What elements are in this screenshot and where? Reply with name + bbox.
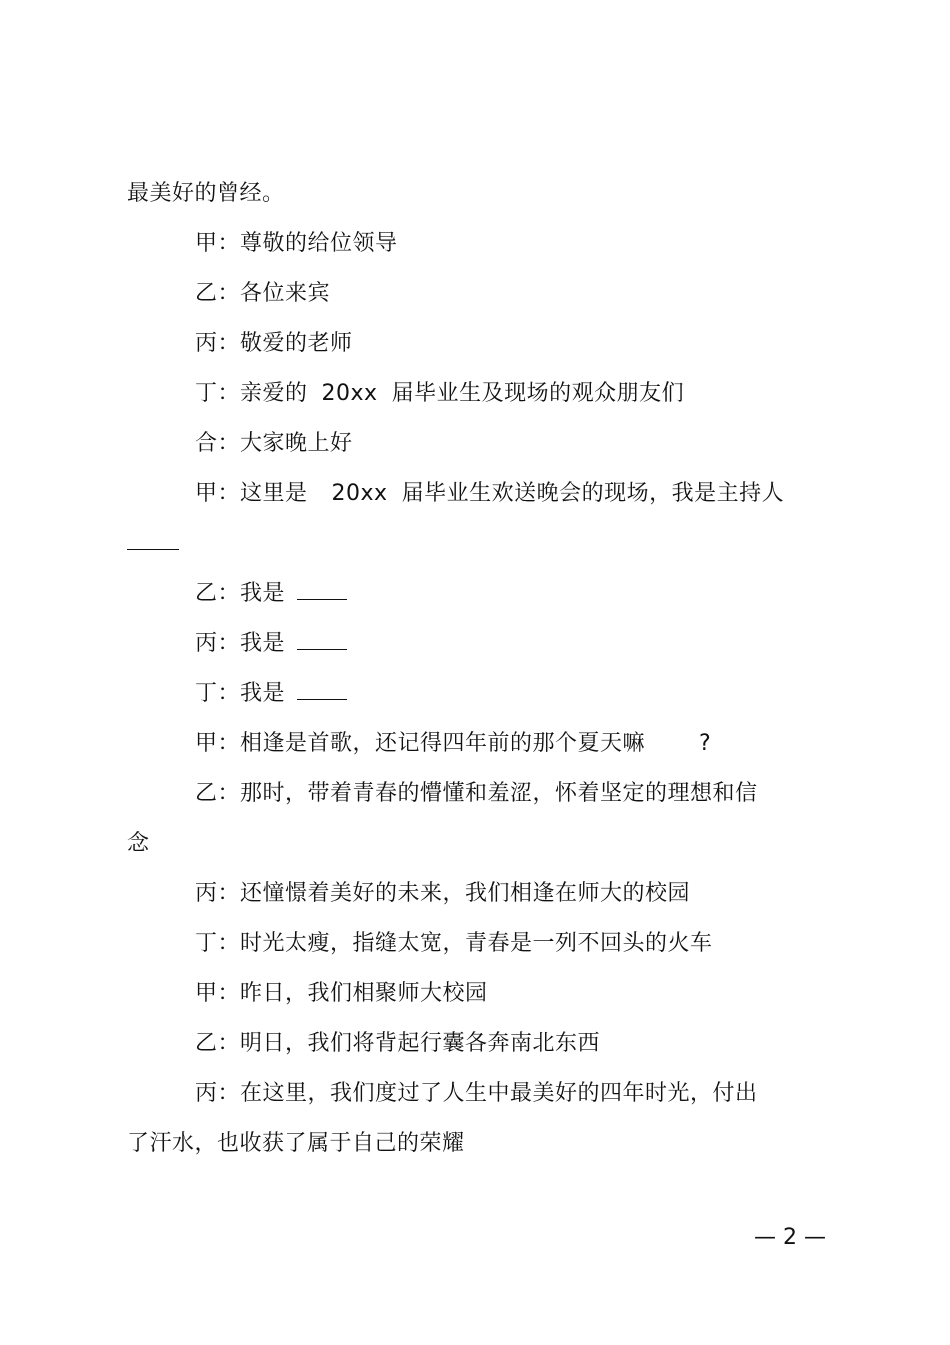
text-line: 乙：各位来宾 [195,281,331,306]
text-segment: 乙：我是 [195,581,286,606]
text-line [195,730,711,758]
text-segment: 丁：我是 [195,681,286,706]
text-segment: ? [699,731,712,756]
text-line: 丁：时光太瘦，指缝太宽，青春是一列不回头的火车 [195,931,713,956]
text-line [195,480,784,508]
text-segment: 届毕业生欢送晚会的现场，我是主持人 [401,481,785,506]
text-line: 合：大家晚上好 [195,431,353,456]
page-number: — 2 — [754,1225,826,1250]
text-segment: 甲：这里是 [195,481,308,506]
blank-underline [127,531,179,550]
blank-underline [297,631,347,650]
text-line [195,380,684,408]
text-line: 丙：敬爱的老师 [195,331,353,356]
text-segment: 届毕业生及现场的观众朋友们 [391,381,685,406]
text-line: 乙：明日，我们将背起行囊各奔南北东西 [195,1031,601,1056]
text-line: 丙：在这里，我们度过了人生中最美好的四年时光，付出 [195,1081,758,1106]
blank-underline [297,681,347,700]
text-line: 丙：还憧憬着美好的未来，我们相逢在师大的校园 [195,881,691,906]
text-line [195,630,347,658]
text-segment: 20xx [331,481,388,506]
text-line [195,580,347,608]
fill-blank [127,530,179,558]
text-line [195,680,347,708]
text-segment: 20xx [321,381,378,406]
text-line: 甲：尊敬的给位领导 [195,231,398,256]
text-line: 念 [127,831,150,856]
text-segment: 丁：亲爱的 [195,381,308,406]
text-line: 乙：那时，带着青春的懵懂和羞涩，怀着坚定的理想和信 [195,781,758,806]
text-segment: 丙：我是 [195,631,286,656]
blank-underline [297,581,347,600]
text-segment: 甲：相逢是首歌，还记得四年前的那个夏天嘛 [195,731,646,756]
text-line: 甲：昨日，我们相聚师大校园 [195,981,488,1006]
text-line: 最美好的曾经。 [127,181,285,206]
text-line: 了汗水，也收获了属于自己的荣耀 [127,1131,465,1156]
